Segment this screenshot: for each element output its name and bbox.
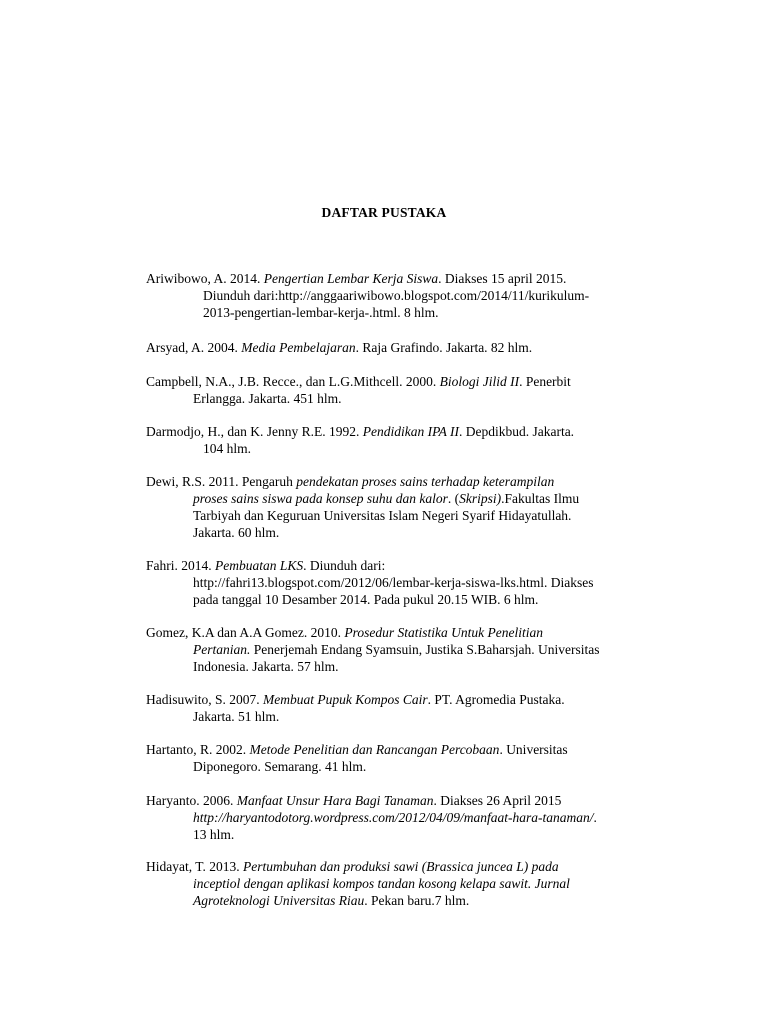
reference-line <box>146 708 666 725</box>
reference-entry <box>146 858 666 909</box>
reference-line <box>146 423 666 440</box>
reference-line <box>146 490 666 507</box>
reference-text: Erlangga. Jakarta. 451 hlm. <box>193 391 342 406</box>
reference-text: Penerjemah Endang Syamsuin, Justika S.Baharsjah. Universitas <box>250 642 600 657</box>
reference-line <box>146 758 666 775</box>
reference-text: Indonesia. Jakarta. 57 hlm. <box>193 659 339 674</box>
reference-text: . Raja Grafindo. Jakarta. 82 hlm. <box>355 340 533 355</box>
reference-text: Jakarta. 51 hlm. <box>193 709 280 724</box>
reference-title: Prosedur Statistika Untuk Penelitian <box>344 625 543 640</box>
reference-line <box>146 826 666 843</box>
reference-title: Pengertian Lembar Kerja Siswa <box>263 271 439 286</box>
reference-line <box>146 524 666 541</box>
reference-line <box>146 304 666 321</box>
reference-entry <box>146 557 666 608</box>
reference-line <box>146 507 666 524</box>
reference-line <box>146 691 666 708</box>
reference-line <box>146 339 666 356</box>
reference-entry <box>146 691 666 725</box>
reference-entry <box>146 373 666 407</box>
reference-line <box>146 287 666 304</box>
reference-text: 13 hlm. <box>193 827 235 842</box>
reference-text: Jakarta. 60 hlm. <box>193 525 280 540</box>
reference-text: . PT. Agromedia Pustaka. <box>427 692 565 707</box>
reference-text: . Pekan baru.7 hlm. <box>364 893 470 908</box>
reference-line <box>146 875 666 892</box>
reference-title: Membuat Pupuk Kompos Cair <box>263 692 428 707</box>
reference-text: Hidayat, T. 2013. <box>146 859 243 874</box>
reference-entry <box>146 270 666 321</box>
reference-title: Metode Penelitian dan Rancangan Percobaan <box>249 742 500 757</box>
reference-line <box>146 809 666 826</box>
reference-text: . Universitas <box>499 742 568 757</box>
reference-entry <box>146 339 666 356</box>
reference-text: 104 hlm. <box>203 441 252 456</box>
reference-title: Media Pembelajaran <box>241 340 356 355</box>
reference-entry <box>146 624 666 675</box>
reference-text: pada tanggal 10 Desamber 2014. Pada pukul 20.15 WIB. 6 hlm. <box>193 592 539 607</box>
reference-line <box>146 858 666 875</box>
reference-title: Biologi Jilid II <box>439 374 520 389</box>
reference-text: . Penerbit <box>519 374 571 389</box>
reference-line <box>146 591 666 608</box>
reference-text: Arsyad, A. 2004. <box>146 340 242 355</box>
reference-text: Hadisuwito, S. 2007. <box>146 692 264 707</box>
reference-entry <box>146 792 666 843</box>
reference-line <box>146 557 666 574</box>
reference-text: Hartanto, R. 2002. <box>146 742 250 757</box>
reference-title: Pendidikan IPA II <box>362 424 459 439</box>
reference-title: Pertumbuhan dan produksi sawi (Brassica juncea L) pada <box>243 859 559 874</box>
reference-line <box>146 892 666 909</box>
reference-line <box>146 390 666 407</box>
reference-text: . ( <box>447 491 460 506</box>
reference-text: Dewi, R.S. 2011. Pengaruh <box>146 474 297 489</box>
reference-text: Campbell, N.A., J.B. Recce., dan L.G.Mithcell. 2000. <box>146 374 440 389</box>
reference-text: Tarbiyah dan Keguruan Universitas Islam Negeri Syarif Hidayatullah. <box>193 508 572 523</box>
reference-title: proses sains siswa pada konsep suhu dan kalor <box>193 491 448 506</box>
reference-text: 2013-pengertian-lembar-kerja-.html. 8 hlm. <box>203 305 439 320</box>
reference-entry <box>146 741 666 775</box>
reference-line <box>146 658 666 675</box>
reference-text: Ariwibowo, A. 2014. <box>146 271 264 286</box>
reference-text: Darmodjo, H., dan K. Jenny R.E. 1992. <box>146 424 363 439</box>
reference-text: Diponegoro. Semarang. 41 hlm. <box>193 759 367 774</box>
reference-text: . Diakses 26 April 2015 <box>433 793 562 808</box>
reference-url: http://haryantodotorg.wordpress.com/2012/04/09/manfaat-hara-tanaman/ <box>193 810 594 825</box>
reference-text: . <box>593 810 597 825</box>
reference-text: Haryanto. 2006. <box>146 793 237 808</box>
page-title: DAFTAR PUSTAKA <box>321 205 447 220</box>
reference-line <box>146 741 666 758</box>
reference-line <box>146 373 666 390</box>
reference-url: http://fahri13.blogspot.com/2012/06/lembar-kerja-siswa-lks.html. Diakses <box>193 575 594 590</box>
reference-title: Pertanian. <box>193 642 251 657</box>
reference-title: Pembuatan LKS <box>215 558 304 573</box>
reference-text: Gomez, K.A dan A.A Gomez. 2010. <box>146 625 345 640</box>
reference-title: Skripsi) <box>459 491 502 506</box>
reference-title: pendekatan proses sains terhadap keterampilan <box>296 474 555 489</box>
reference-title: inceptiol dengan aplikasi kompos tandan kosong kelapa sawit. Jurnal <box>193 876 570 891</box>
reference-line <box>146 270 666 287</box>
reference-line <box>146 624 666 641</box>
reference-title: Agroteknologi Universitas Riau <box>193 893 365 908</box>
reference-line <box>146 440 666 457</box>
reference-text: . Diunduh dari: <box>303 558 386 573</box>
reference-line <box>146 574 666 591</box>
reference-entry <box>146 423 666 457</box>
reference-line <box>146 641 666 658</box>
reference-text: Fahri. 2014. <box>146 558 215 573</box>
reference-url: Diunduh dari:http://anggaariwibowo.blogspot.com/2014/11/kurikulum- <box>203 288 590 303</box>
reference-line <box>146 792 666 809</box>
reference-entry <box>146 473 666 541</box>
reference-title: Manfaat Unsur Hara Bagi Tanaman <box>236 793 434 808</box>
reference-line <box>146 473 666 490</box>
reference-text: . Depdikbud. Jakarta. <box>458 424 575 439</box>
reference-text: .Fakultas Ilmu <box>501 491 580 506</box>
reference-text: . Diakses 15 april 2015. <box>438 271 567 286</box>
